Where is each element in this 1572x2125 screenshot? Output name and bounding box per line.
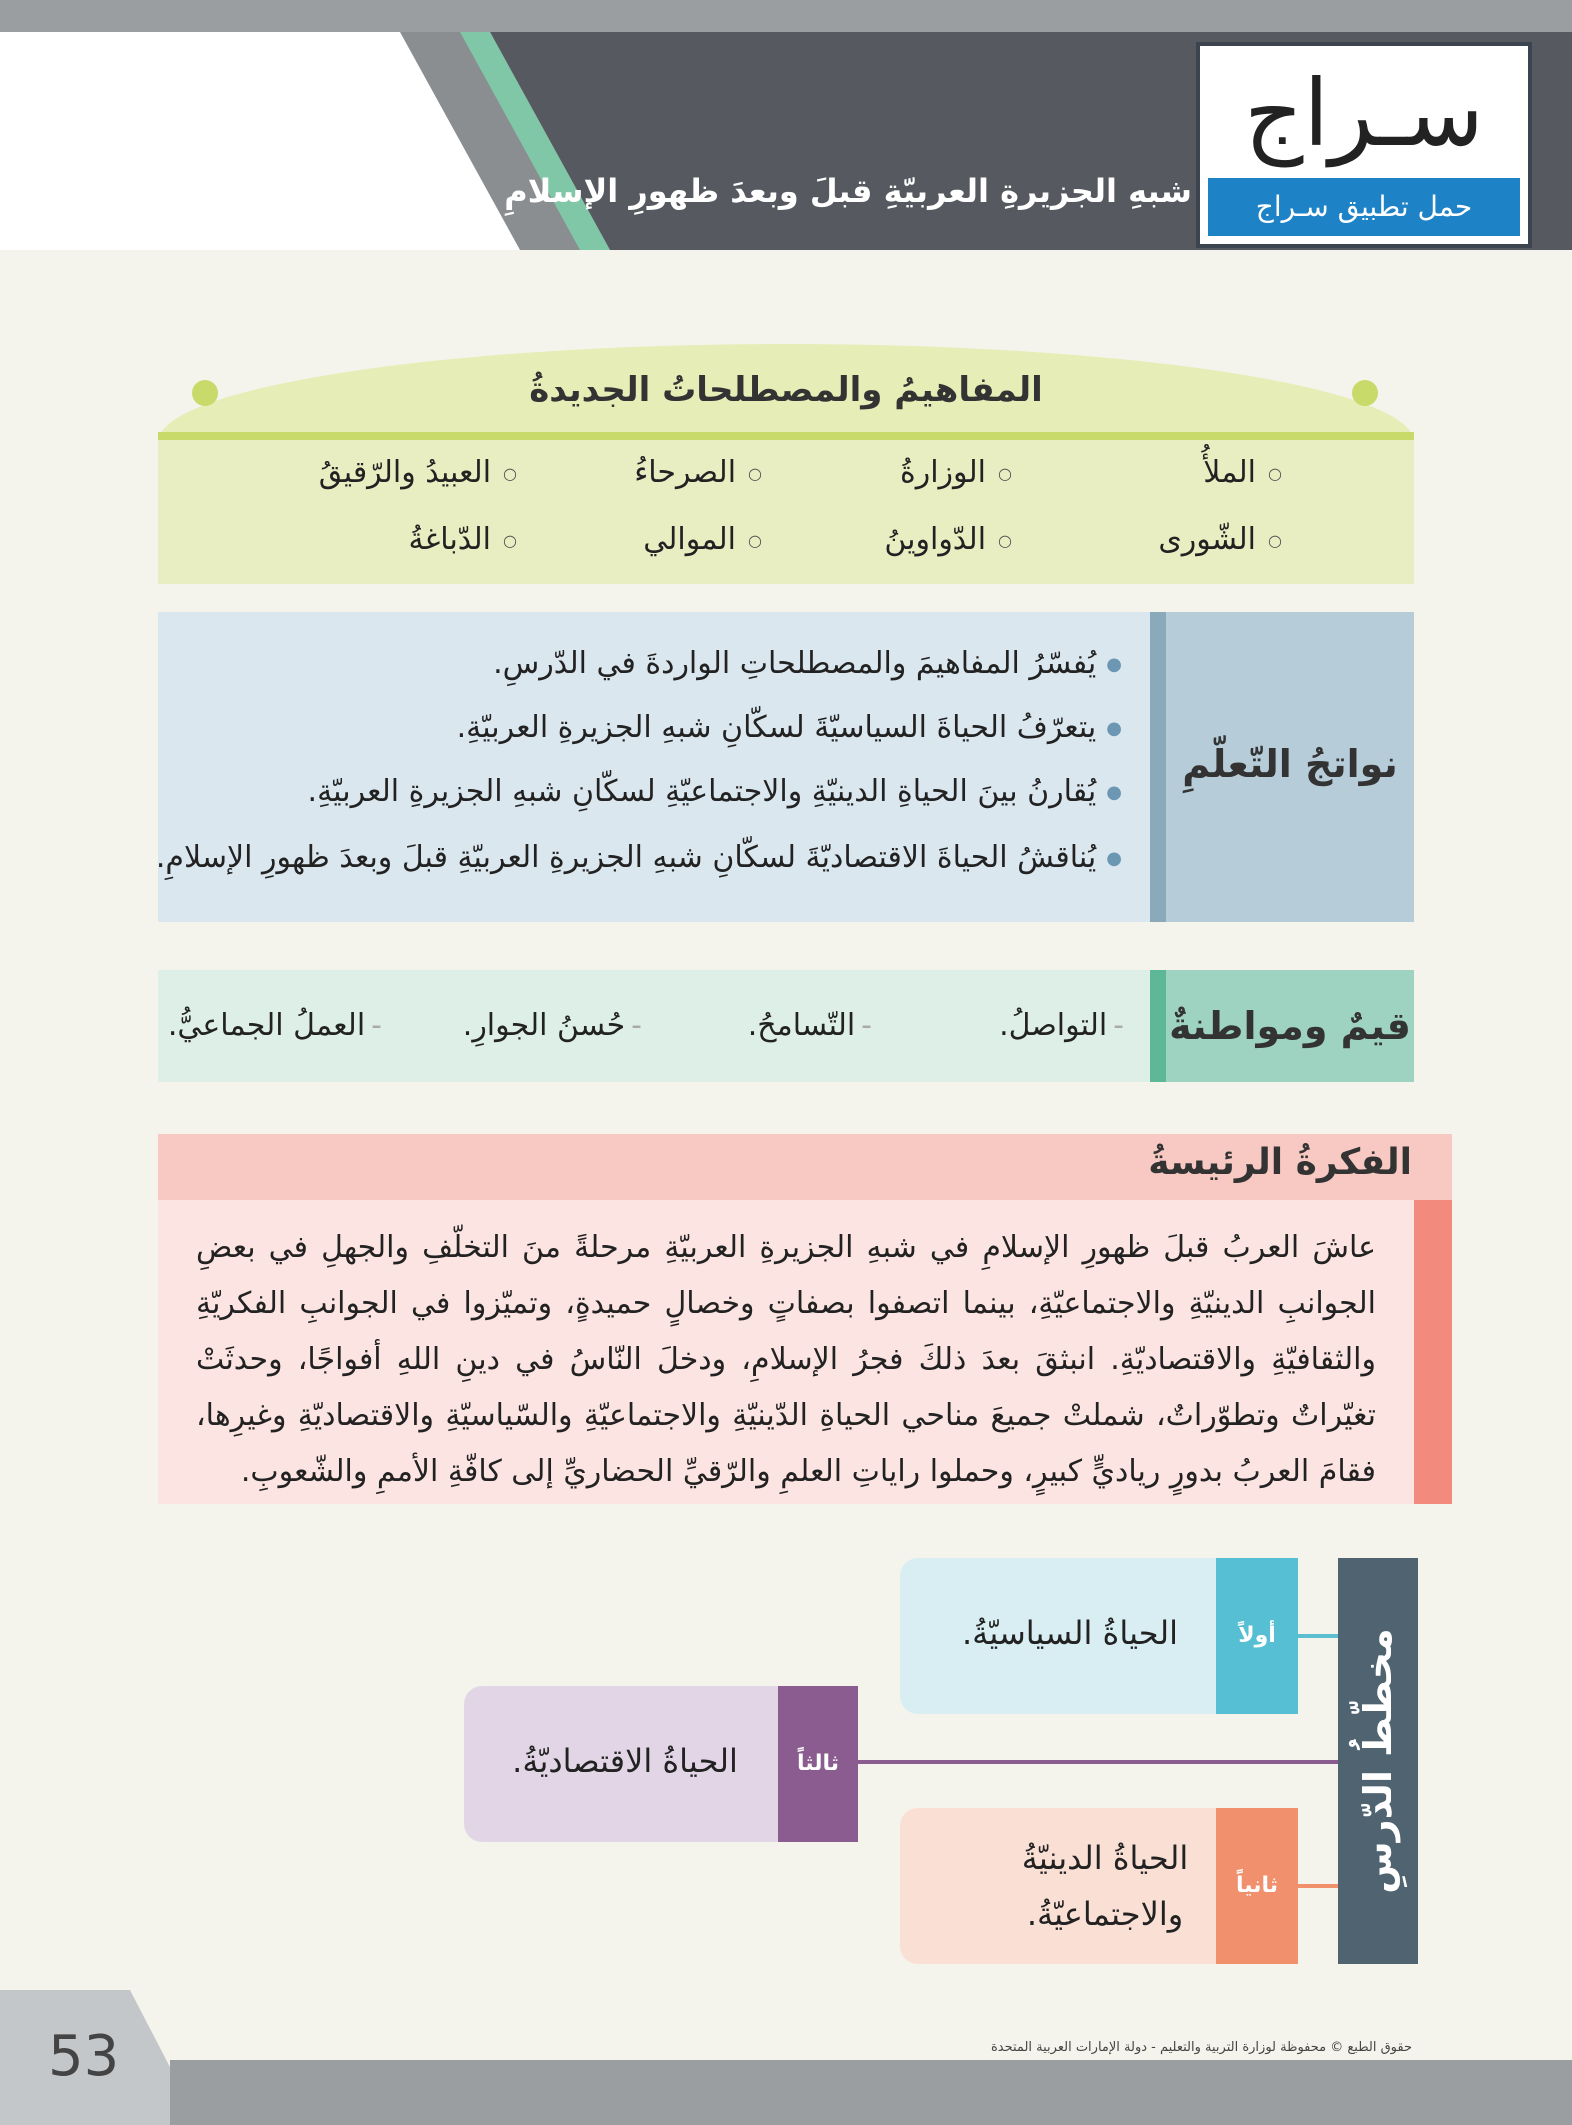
footer-copyright: حقوق الطبع © محفوظة لوزارة التربية والتعليم - دولة الإمارات العربية المتحدة xyxy=(990,2040,1412,2055)
logo-download-label[interactable]: حمل تطبيق سـراج xyxy=(1208,178,1520,236)
values-label: قيمٌ ومواطنةٌ xyxy=(1169,1004,1411,1048)
lesson-title: شبهِ الجزيرةِ العربيّةِ قبلَ وبعدَ ظهورِ الإسلامِ xyxy=(504,172,1192,210)
outcome-item: ● يُناقشُ الحياةَ الاقتصاديّةَ لسكّانِ شبهِ الجزيرةِ العربيّةِ قبلَ وبعدَ ظهورِ الإسلامِ. xyxy=(156,840,1122,875)
lesson-plan-text-second: الحياةُ الدينيّةُ والاجتماعيّةُ. xyxy=(1021,1839,1189,1933)
concept-item: ○ العبيدُ والرّقيقُ xyxy=(319,455,517,490)
lesson-plan-text-third: الحياةُ الاقتصاديّةُ. xyxy=(512,1742,738,1780)
outcome-item: ● يُقارنُ بينَ الحياةِ الدينيّةِ والاجتماعيّةِ لسكّانِ شبهِ الجزيرةِ العربيّةِ. xyxy=(308,774,1122,809)
main-idea-title: الفكرةُ الرئيسةُ xyxy=(1148,1142,1412,1183)
logo-text: سـراج xyxy=(1244,60,1484,167)
concept-item: ○ الموالي xyxy=(643,522,762,557)
lesson-plan-text-first: الحياةُ السياسيّةُ. xyxy=(961,1614,1179,1652)
lesson-plan-tab-first: أولاً xyxy=(1216,1558,1298,1714)
concept-item: ○ الدّواوينُ xyxy=(884,522,1012,557)
lesson-plan-tab-second: ثانياً xyxy=(1216,1808,1298,1964)
concept-item: ○ الشّورى xyxy=(1158,522,1282,557)
lesson-plan-tab-third: ثالثاً xyxy=(778,1686,858,1842)
lesson-plan-label xyxy=(1338,1558,1418,1964)
concept-item: ○ الصرحاءُ xyxy=(634,455,762,490)
concepts-title: المفاهيمُ والمصطلحاتُ الجديدةُ xyxy=(529,370,1043,410)
concept-item: ○ الملأُ xyxy=(1203,455,1282,490)
value-item: - التواصلُ. xyxy=(999,1008,1124,1043)
concept-item: ○ الوزارةُ xyxy=(900,455,1012,490)
concept-item: ○ الدّباغةُ xyxy=(409,522,517,557)
outcome-item: ● يُفسّرُ المفاهيمَ والمصطلحاتِ الواردةَ في الدّرسِ. xyxy=(493,646,1122,681)
value-item: - التّسامحُ. xyxy=(748,1008,872,1043)
value-item: - حُسنُ الجوارِ. xyxy=(463,1008,642,1043)
main-idea-text: عاشَ العربُ قبلَ ظهورِ الإسلامِ في شبهِ الجزيرةِ العربيّةِ مرحلةً منَ التخلّفِ والجهلِ في بعضِ الجوانبِ الدينيّةِ والاجتماعيّةِ، بينما اتصفوا بصفاتٍ وخصالٍ حميدةٍ، وتميّزوا في الجوانبِ الفكريّةِ والثقافيّةِ والاقتصاديّةِ. انبثقَ بعدَ ذلكَ فجرُ الإسلامِ، ودخلَ النّاسُ في دينِ اللهِ أفواجًا، وحدثَتْ تغيّراتٌ وتطوّراتٌ، شملتْ جميعَ مناحي الحياةِ الدّينيّةِ والاجتماعيّةِ والسّياسيّةِ والاقتصاديّةِ وغيرِها، فقامَ العربُ بدورٍ رياديٍّ كبيرٍ، وحملوا راياتِ العلمِ والرّقيِّ الحضاريِّ إلى كافّةِ الأممِ والشّعوبِ. xyxy=(196,1230,1376,1489)
page-number: 53 xyxy=(48,2024,120,2089)
value-item: - العملُ الجماعيُّ. xyxy=(168,1008,382,1043)
learning-outcomes-label: نواتجُ التّعلّمِ xyxy=(1182,742,1398,786)
outcome-item: ● يتعرّفُ الحياةَ السياسيّةَ لسكّانِ شبهِ الجزيرةِ العربيّةِ. xyxy=(457,710,1122,745)
lesson-plan-title: مخطّطُ الدّرسِ xyxy=(1356,1628,1400,1894)
footer-bar xyxy=(170,2060,1572,2125)
